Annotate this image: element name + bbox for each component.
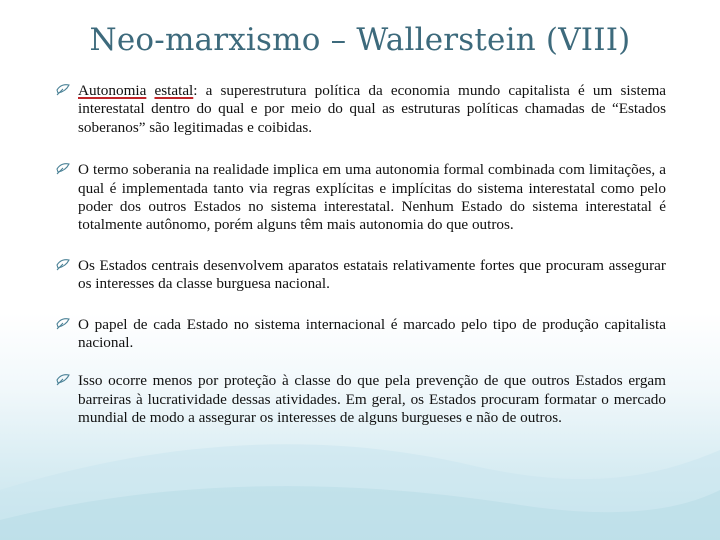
highlighted-term-autonomia: Autonomia: [78, 82, 147, 99]
slide-title: Neo-marxismo – Wallerstein (VIII): [89, 22, 631, 58]
bullet-text: Isso ocorre menos por proteção à classe do que pela prevenção de que outros Estados ergam barreiras à lucratividade dessas atividades. Em geral, os Estados procuram formatar o mercado mundial de modo a assegurar os interesses de alguns burgueses e não de outros.: [78, 372, 666, 427]
feather-scroll-icon: [56, 373, 70, 387]
feather-scroll-icon: [56, 258, 70, 272]
bullet-item: [54, 316, 666, 353]
feather-scroll-icon: [56, 162, 70, 176]
bullet-text: : a superestrutura política da economia mundo capitalista é um sistema interestatal dentro do qual e por meio do qual as estruturas políticas chamadas de “Estados soberanos” são legitimadas e coibidas.: [78, 82, 666, 136]
bullet-item: [54, 372, 666, 427]
bullet-text: O termo soberania na realidade implica em uma autonomia formal combinada com limitações, a qual é implementada tanto via regras explícitas e implícitas do sistema interestatal como pelo poder dos outros Estados no sistema interestatal. Nenhum Estado do sistema interestatal é totalmente autônomo, porém alguns têm mais autonomia do que outros.: [78, 161, 666, 234]
bullet-list: [54, 82, 666, 428]
highlighted-term-estatal: estatal: [154, 82, 194, 99]
bullet-item: [54, 161, 666, 235]
feather-scroll-icon: [56, 317, 70, 331]
bullet-text: O papel de cada Estado no sistema internacional é marcado pelo tipo de produção capitalista nacional.: [78, 315, 666, 352]
bullet-item: [54, 82, 666, 137]
bullet-item: [54, 257, 666, 294]
feather-scroll-icon: [56, 83, 70, 97]
bullet-text: Os Estados centrais desenvolvem aparatos estatais relativamente fortes que procuram assegurar os interesses da classe burguesa nacional.: [78, 256, 666, 293]
